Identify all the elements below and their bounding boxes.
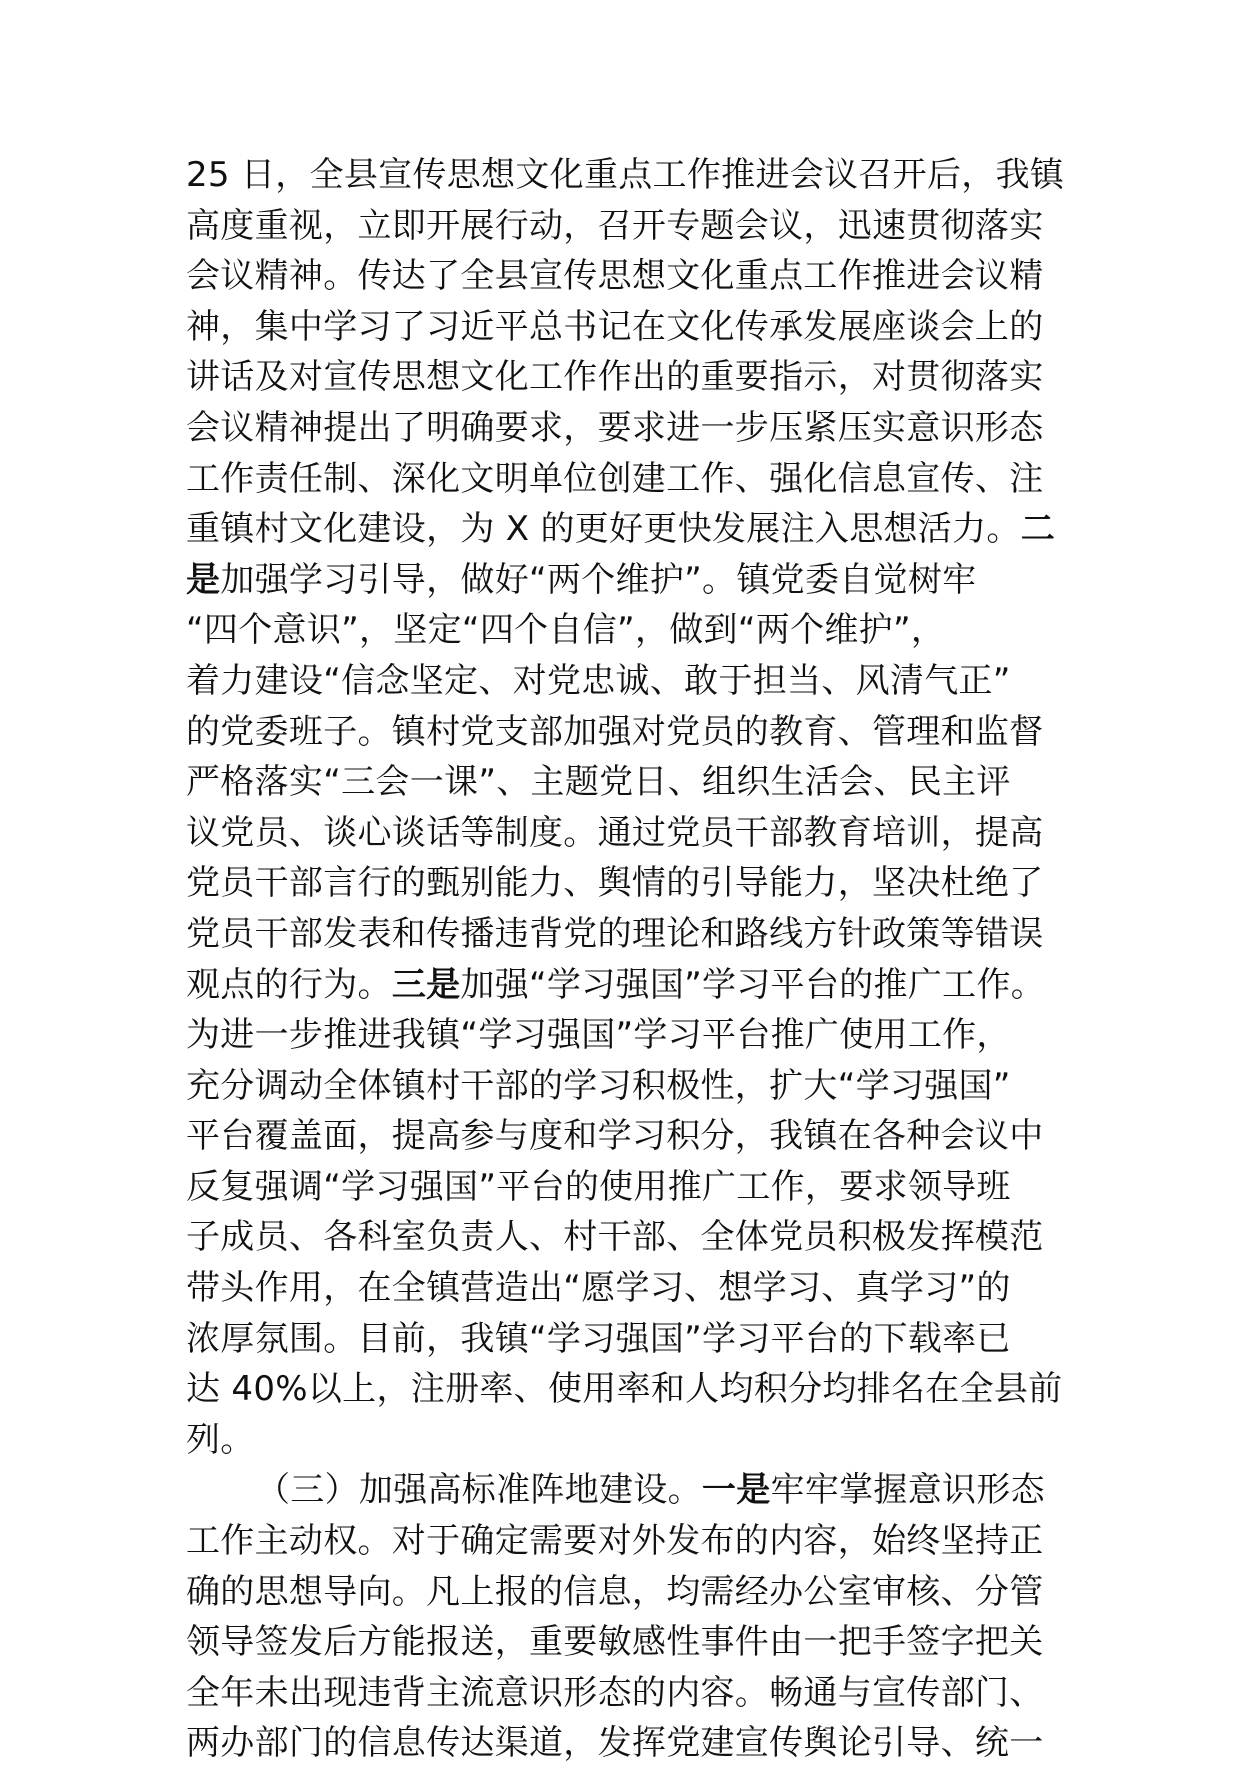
text-line xyxy=(186,1061,1066,1112)
text-line xyxy=(186,858,1066,909)
text-segment: 着力建设“信念坚定、对党忠诚、敢于担当、风清气正” xyxy=(186,660,1011,701)
text-segment: 工作责任制、深化文明单位创建工作、强化信息宣传、注 xyxy=(186,458,1044,499)
text-segment: 领导签发后方能报送，重要敏感性事件由一把手签字把关 xyxy=(186,1622,1044,1663)
text-segment: 带头作用，在全镇营造出“愿学习、想学习、真学习”的 xyxy=(186,1268,1011,1309)
text-line xyxy=(186,555,1066,606)
text-line xyxy=(186,352,1066,403)
text-segment: “四个意识”，坚定“四个自信”，做到“两个维护”， xyxy=(186,610,946,651)
text-segment: 牢牢掌握意识形态 xyxy=(770,1470,1045,1511)
text-line xyxy=(186,1162,1066,1213)
text-segment: 25 日，全县宣传思想文化重点工作推进会议召开后，我镇 xyxy=(186,155,1065,195)
text-line xyxy=(186,150,1066,201)
text-segment: 重镇村文化建设，为 X 的更好更快发展注入思想活力。 xyxy=(186,509,1021,550)
bold-text-segment: 一是 xyxy=(701,1470,771,1511)
text-line xyxy=(186,201,1066,252)
text-segment: 党员干部言行的甄别能力、舆情的引导能力，坚决杜绝了 xyxy=(186,863,1044,904)
text-line xyxy=(186,454,1066,505)
text-segment: 高度重视，立即开展行动，召开专题会议，迅速贯彻落实 xyxy=(186,205,1044,246)
text-line xyxy=(186,605,1066,656)
text-line xyxy=(186,1567,1066,1618)
text-line xyxy=(186,1212,1066,1263)
text-line xyxy=(186,1314,1066,1365)
text-line xyxy=(186,757,1066,808)
text-line xyxy=(186,1718,1066,1769)
text-line xyxy=(186,302,1066,353)
text-segment: 列。 xyxy=(186,1419,255,1460)
text-segment: 两办部门的信息传达渠道，发挥党建宣传舆论引导、统一 xyxy=(186,1723,1044,1764)
text-line xyxy=(186,1364,1066,1415)
text-line xyxy=(186,808,1066,859)
text-line xyxy=(186,1111,1066,1162)
text-line xyxy=(186,1617,1066,1668)
text-line xyxy=(186,1263,1066,1314)
text-segment: （三）加强高标准阵地建设。 xyxy=(256,1470,702,1511)
text-line xyxy=(186,1516,1066,1567)
text-segment: 党员干部发表和传播违背党的理论和路线方针政策等错误 xyxy=(186,913,1044,954)
text-segment: 会议精神提出了明确要求，要求进一步压紧压实意识形态 xyxy=(186,407,1044,448)
text-line xyxy=(186,1010,1066,1061)
text-segment: 的党委班子。镇村党支部加强对党员的教育、管理和监督 xyxy=(186,711,1044,752)
text-segment: 浓厚氛围。目前，我镇“学习强国”学习平台的下载率已 xyxy=(186,1318,1011,1359)
text-segment: 会议精神。传达了全县宣传思想文化重点工作推进会议精 xyxy=(186,256,1044,297)
text-line xyxy=(186,707,1066,758)
bold-text-segment: 二 xyxy=(1020,509,1056,550)
text-segment: 观点的行为。 xyxy=(186,964,392,1005)
text-segment: 反复强调“学习强国”平台的使用推广工作，要求领导班 xyxy=(186,1166,1011,1207)
text-line xyxy=(186,403,1066,454)
text-segment: 子成员、各科室负责人、村干部、全体党员积极发挥模范 xyxy=(186,1217,1044,1258)
text-segment: 确的思想导向。凡上报的信息，均需经办公室审核、分管 xyxy=(186,1571,1044,1612)
text-segment: 平台覆盖面，提高参与度和学习积分，我镇在各种会议中 xyxy=(186,1116,1044,1157)
text-segment: 议党员、谈心谈话等制度。通过党员干部教育培训，提高 xyxy=(186,812,1044,853)
text-line xyxy=(186,1415,1066,1466)
text-line xyxy=(186,656,1066,707)
text-segment: 加强学习引导，做好“两个维护”。镇党委自觉树牢 xyxy=(220,559,977,600)
body-text xyxy=(186,150,1066,1769)
text-segment: 为进一步推进我镇“学习强国”学习平台推广使用工作， xyxy=(186,1015,1011,1056)
text-line xyxy=(186,504,1066,555)
text-segment: 讲话及对宣传思想文化工作作出的重要指示，对贯彻落实 xyxy=(186,357,1044,398)
text-line xyxy=(186,909,1066,960)
text-segment: 工作主动权。对于确定需要对外发布的内容，始终坚持正 xyxy=(186,1521,1044,1562)
text-line xyxy=(186,960,1066,1011)
text-line xyxy=(186,1465,1066,1516)
text-segment: 达 40%以上，注册率、使用率和人均积分均排名在全县前 xyxy=(186,1369,1063,1410)
text-segment: 严格落实“三会一课”、主题党日、组织生活会、民主评 xyxy=(186,762,1011,803)
text-segment: 神，集中学习了习近平总书记在文化传承发展座谈会上的 xyxy=(186,306,1044,347)
text-segment: 充分调动全体镇村干部的学习积极性，扩大“学习强国” xyxy=(186,1065,1011,1106)
text-segment: 加强“学习强国”学习平台的推广工作。 xyxy=(460,964,1046,1005)
bold-text-segment: 是 xyxy=(186,559,221,600)
text-line xyxy=(186,251,1066,302)
text-line xyxy=(186,1668,1066,1719)
text-segment: 全年未出现违背主流意识形态的内容。畅通与宣传部门、 xyxy=(186,1672,1044,1713)
bold-text-segment: 三是 xyxy=(391,964,461,1005)
